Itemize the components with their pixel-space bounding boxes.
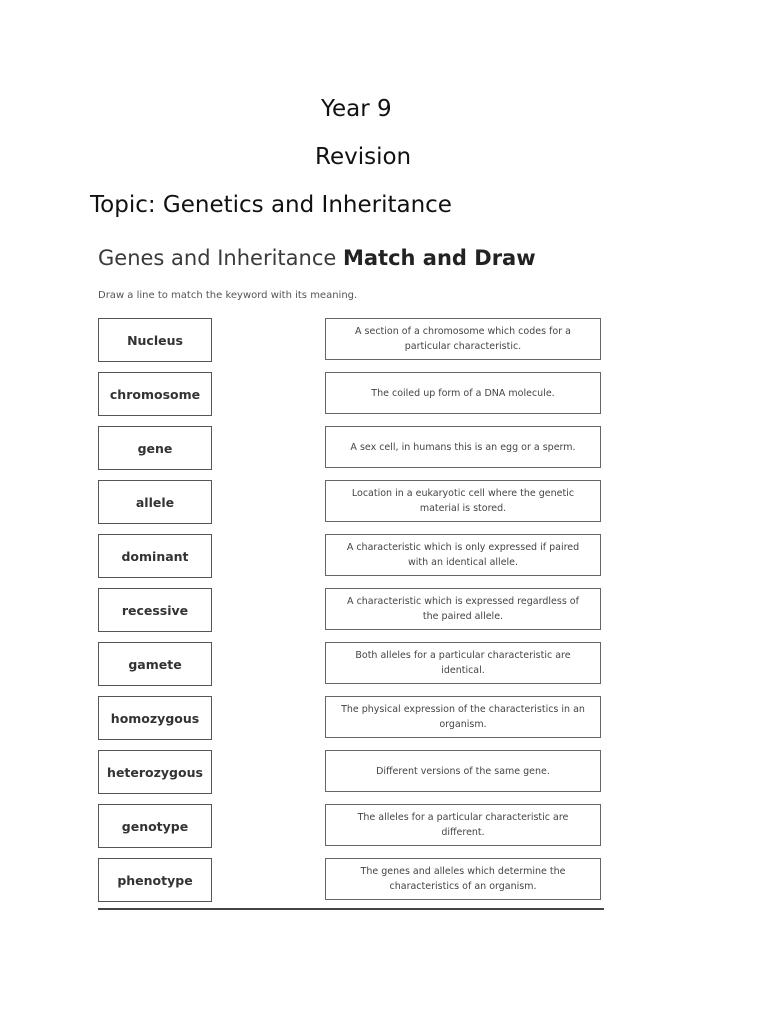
worksheet-title-regular: Genes and Inheritance bbox=[98, 246, 343, 270]
meaning-text: Location in a eukaryotic cell where the genetic material is stored. bbox=[351, 488, 575, 514]
match-and-draw-worksheet bbox=[96, 244, 606, 914]
match-row bbox=[96, 318, 606, 364]
meaning-text: The coiled up form of a DNA molecule. bbox=[371, 387, 555, 399]
keyword-box[interactable]: gamete bbox=[98, 642, 212, 686]
bottom-divider bbox=[98, 908, 604, 910]
meaning-text: A section of a chromosome which codes for a particular characteristic. bbox=[355, 326, 571, 352]
meaning-text: A sex cell, in humans this is an egg or a sperm. bbox=[350, 441, 576, 453]
worksheet-title-bold: Match and Draw bbox=[342, 246, 536, 270]
meaning-box[interactable] bbox=[325, 804, 601, 846]
match-row bbox=[96, 426, 606, 472]
meaning-box[interactable] bbox=[325, 480, 601, 522]
year-heading: Year 9 bbox=[321, 96, 392, 122]
meaning-box[interactable] bbox=[325, 534, 601, 576]
match-row bbox=[96, 588, 606, 634]
match-row bbox=[96, 642, 606, 688]
meaning-box[interactable] bbox=[325, 426, 601, 468]
keyword-box[interactable]: heterozygous bbox=[98, 750, 212, 794]
keyword-box[interactable]: genotype bbox=[98, 804, 212, 848]
keyword-box[interactable]: dominant bbox=[98, 534, 212, 578]
meaning-text: A characteristic which is only expressed if paired with an identical allele. bbox=[346, 542, 580, 568]
meaning-box[interactable] bbox=[325, 696, 601, 738]
meaning-box[interactable] bbox=[325, 750, 601, 792]
keyword-box[interactable]: chromosome bbox=[98, 372, 212, 416]
match-row bbox=[96, 372, 606, 418]
match-row bbox=[96, 750, 606, 796]
keyword-box[interactable]: allele bbox=[98, 480, 212, 524]
keyword-box[interactable]: gene bbox=[98, 426, 212, 470]
worksheet-title bbox=[98, 246, 536, 270]
match-row bbox=[96, 534, 606, 580]
meaning-text: Different versions of the same gene. bbox=[376, 765, 550, 777]
meaning-box[interactable] bbox=[325, 372, 601, 414]
meaning-box[interactable] bbox=[325, 858, 601, 900]
meaning-text: A characteristic which is expressed regardless of the paired allele. bbox=[347, 596, 579, 622]
worksheet-instruction: Draw a line to match the keyword with its meaning. bbox=[98, 290, 358, 301]
revision-heading: Revision bbox=[315, 144, 412, 170]
keyword-box[interactable]: recessive bbox=[98, 588, 212, 632]
meaning-box[interactable] bbox=[325, 588, 601, 630]
topic-heading: Topic: Genetics and Inheritance bbox=[90, 192, 452, 218]
match-row bbox=[96, 696, 606, 742]
keyword-box[interactable]: phenotype bbox=[98, 858, 212, 902]
match-row bbox=[96, 804, 606, 850]
match-row bbox=[96, 480, 606, 526]
meaning-box[interactable] bbox=[325, 642, 601, 684]
meaning-text: The alleles for a particular characteristic are different. bbox=[357, 812, 569, 838]
meaning-text: The physical expression of the characteristics in an organism. bbox=[341, 704, 585, 730]
keyword-box[interactable]: homozygous bbox=[98, 696, 212, 740]
keyword-box[interactable]: Nucleus bbox=[98, 318, 212, 362]
meaning-box[interactable] bbox=[325, 318, 601, 360]
match-row bbox=[96, 858, 606, 904]
meaning-text: The genes and alleles which determine the characteristics of an organism. bbox=[360, 866, 566, 892]
meaning-text: Both alleles for a particular characteristic are identical. bbox=[355, 650, 571, 676]
